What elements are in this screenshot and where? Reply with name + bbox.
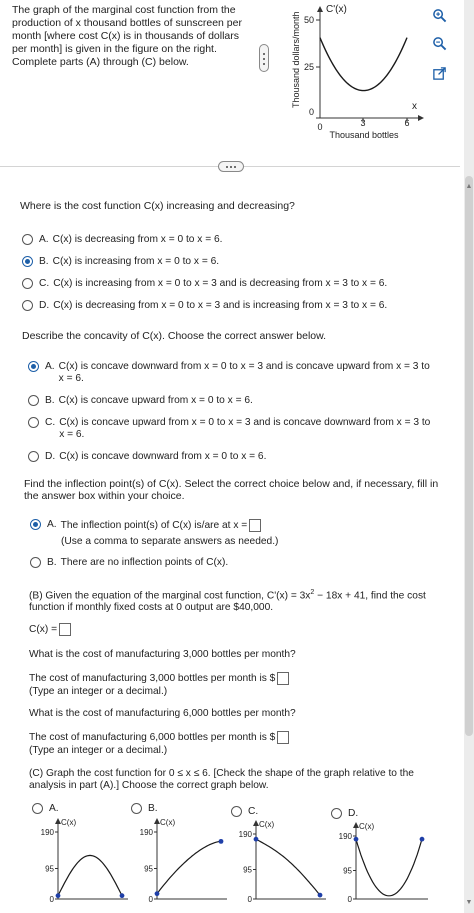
zoom-out-icon bbox=[432, 36, 447, 51]
given-suffix: − 18x + 41, find the cost function if monthly fixed costs at 0 output are $40,000. bbox=[29, 590, 426, 614]
mini-ytick-mid: 95 bbox=[144, 864, 153, 874]
q1-option-b[interactable] bbox=[22, 256, 442, 268]
inflection-answer-input[interactable] bbox=[249, 519, 261, 532]
mini-end-point bbox=[120, 893, 125, 898]
graph-d bbox=[334, 820, 434, 913]
option-text bbox=[61, 519, 262, 532]
graph-option-b[interactable] bbox=[131, 803, 162, 815]
mini-start-point bbox=[56, 893, 61, 898]
question-cost-6000: What is the cost of manufacturing 6,000 bottles per month? bbox=[29, 708, 296, 719]
problem-intro: The graph of the marginal cost function from the production of x thousand bottles of sunscreen per month [where cost C(x) is in thousands of dollars per month] is given in the figure on the right. Complete parts (A) through (C) below. bbox=[12, 4, 242, 68]
zoom-out-button[interactable] bbox=[428, 32, 450, 54]
given-prefix: (B) Given the equation of the marginal cost function, C'(x) = 3x bbox=[29, 590, 311, 602]
option-letter: D. bbox=[348, 808, 359, 819]
question-cost-3000: What is the cost of manufacturing 3,000 bottles per month? bbox=[29, 649, 296, 660]
mini-axis-title: C(x) bbox=[259, 820, 275, 829]
answer-cost-6000-note: (Type an integer or a decimal.) bbox=[29, 745, 168, 756]
cost-function-input[interactable] bbox=[59, 623, 71, 636]
q1-option-a[interactable] bbox=[22, 234, 442, 246]
q2-option-a[interactable] bbox=[28, 361, 442, 385]
mini-cost-curve bbox=[157, 841, 221, 893]
graph-c bbox=[234, 818, 332, 913]
mini-cost-curve bbox=[256, 839, 320, 895]
option-text: C(x) is increasing from x = 0 to x = 3 and is decreasing from x = 3 to x = 6. bbox=[53, 278, 388, 289]
option-letter: B. bbox=[39, 256, 49, 267]
mini-ytick-mid: 95 bbox=[45, 864, 54, 874]
q2-option-b[interactable] bbox=[28, 395, 442, 407]
graph-option-d[interactable] bbox=[331, 808, 362, 820]
zoom-in-button[interactable] bbox=[428, 4, 450, 26]
mini-ytick-top: 190 bbox=[238, 830, 252, 839]
answer-cost-3000-label: The cost of manufacturing 3,000 bottles per month is $ bbox=[29, 673, 276, 685]
mini-ytick-zero: 0 bbox=[347, 895, 352, 904]
q3-option-a[interactable] bbox=[30, 519, 430, 532]
option-letter: C. bbox=[39, 278, 50, 289]
part-b-given bbox=[29, 587, 441, 614]
graph-b bbox=[135, 816, 233, 913]
inflection-note: (Use a comma to separate answers as needed.) bbox=[61, 536, 279, 547]
given-exponent: 2 bbox=[310, 589, 315, 596]
q2-option-c[interactable] bbox=[28, 417, 442, 441]
main-graph-xtick-6: 6 bbox=[404, 118, 410, 128]
radio-button[interactable] bbox=[28, 417, 39, 428]
option-text: C(x) is increasing from x = 0 to x = 6. bbox=[52, 256, 220, 267]
expand-handle[interactable] bbox=[218, 161, 244, 172]
main-graph-xlabel: Thousand bottles bbox=[329, 130, 399, 140]
option-text: C(x) is decreasing from x = 0 to x = 3 and is increasing from x = 3 to x = 6. bbox=[53, 300, 388, 311]
option-letter: D. bbox=[45, 451, 56, 462]
main-graph-xvar: x bbox=[412, 101, 417, 112]
pane-resize-handle[interactable] bbox=[259, 44, 269, 72]
mini-ytick-zero: 0 bbox=[148, 895, 153, 904]
radio-button[interactable] bbox=[22, 300, 33, 311]
cost-3000-input[interactable] bbox=[277, 672, 289, 685]
option-text: C(x) is concave downward from x = 0 to x = 6. bbox=[59, 451, 267, 462]
graph-a bbox=[36, 816, 134, 913]
answer-cost-3000-row bbox=[29, 672, 289, 685]
option-letter: C. bbox=[45, 417, 56, 428]
graph-option-a[interactable] bbox=[32, 803, 63, 815]
radio-button[interactable] bbox=[331, 808, 342, 819]
mini-ytick-zero: 0 bbox=[247, 895, 252, 904]
mini-cost-curve bbox=[356, 839, 422, 896]
mini-axis-title: C(x) bbox=[61, 818, 77, 827]
radio-button-selected[interactable] bbox=[30, 519, 41, 530]
answer-cost-3000-note: (Type an integer or a decimal.) bbox=[29, 686, 168, 697]
mini-end-point bbox=[318, 893, 323, 898]
mini-ytick-top: 190 bbox=[40, 828, 54, 837]
cost-function-label: C(x) = bbox=[29, 624, 58, 636]
option-text: There are no inflection points of C(x). bbox=[60, 557, 229, 568]
main-graph-ytick-50: 50 bbox=[303, 15, 314, 25]
option-letter: B. bbox=[45, 395, 55, 406]
q1-option-d[interactable] bbox=[22, 300, 442, 312]
mini-ytick-mid: 95 bbox=[243, 865, 252, 875]
option-letter: B. bbox=[148, 803, 158, 814]
mini-ytick-top: 190 bbox=[139, 828, 153, 837]
radio-button[interactable] bbox=[32, 803, 43, 814]
option-text: C(x) is concave upward from x = 0 to x = 3 and is concave downward from x = 3 to x = 6. bbox=[59, 417, 431, 440]
option-letter: A. bbox=[47, 519, 57, 530]
radio-button[interactable] bbox=[22, 278, 33, 289]
question-concavity: Describe the concavity of C(x). Choose the correct answer below. bbox=[22, 330, 327, 342]
cost-6000-input[interactable] bbox=[277, 731, 289, 744]
option-letter: A. bbox=[45, 361, 55, 372]
part-c-instructions: (C) Graph the cost function for 0 ≤ x ≤ 6. [Check the shape of the graph relative to the analysis in part (A).] Choose the correct graph below. bbox=[29, 768, 414, 791]
graph-option-c[interactable] bbox=[231, 806, 262, 818]
option-text: C(x) is concave downward from x = 0 to x = 3 and is concave upward from x = 3 to x = 6. bbox=[58, 361, 430, 384]
marginal-cost-curve bbox=[320, 38, 407, 91]
radio-button[interactable] bbox=[30, 557, 41, 568]
mini-end-point bbox=[420, 837, 425, 842]
inflection-prompt: The inflection point(s) of C(x) is/are at x = bbox=[60, 520, 248, 532]
question-increasing: Where is the cost function C(x) increasing and decreasing? bbox=[20, 200, 295, 212]
q2-option-d[interactable] bbox=[28, 451, 442, 463]
option-letter: C. bbox=[248, 806, 259, 817]
answer-cost-6000-row bbox=[29, 731, 289, 744]
mini-start-point bbox=[254, 837, 259, 842]
radio-button-selected[interactable] bbox=[28, 361, 39, 372]
external-link-icon bbox=[432, 66, 447, 81]
option-text: C(x) is decreasing from x = 0 to x = 6. bbox=[52, 234, 223, 245]
radio-button[interactable] bbox=[28, 395, 39, 406]
radio-button[interactable] bbox=[131, 803, 142, 814]
radio-button[interactable] bbox=[28, 451, 39, 462]
popout-button[interactable] bbox=[428, 62, 450, 84]
mini-end-point bbox=[219, 839, 224, 844]
q1-option-c[interactable] bbox=[22, 278, 442, 290]
mini-cost-curve bbox=[58, 855, 122, 895]
main-graph-title: C'(x) bbox=[326, 4, 347, 15]
option-letter: B. bbox=[47, 557, 57, 568]
mini-start-point bbox=[354, 837, 359, 842]
main-graph-xtick-3: 3 bbox=[360, 118, 366, 128]
mini-start-point bbox=[155, 891, 160, 896]
option-text: C(x) is concave upward from x = 0 to x = 6. bbox=[58, 395, 253, 406]
main-graph-ylabel: Thousand dollars/month bbox=[291, 11, 301, 108]
main-graph-ytick-0: 0 bbox=[308, 107, 314, 117]
mini-ytick-zero: 0 bbox=[49, 895, 54, 904]
marginal-cost-graph bbox=[286, 0, 430, 145]
zoom-in-icon bbox=[432, 8, 447, 23]
option-letter: A. bbox=[49, 803, 59, 814]
scrollbar-thumb[interactable] bbox=[465, 176, 473, 736]
option-letter: D. bbox=[39, 300, 50, 311]
scroll-up-arrow-icon[interactable]: ▲ bbox=[465, 183, 473, 190]
main-graph-ytick-25: 25 bbox=[303, 62, 314, 72]
answer-cost-6000-label: The cost of manufacturing 6,000 bottles per month is $ bbox=[29, 732, 276, 744]
mini-ytick-top: 190 bbox=[338, 832, 352, 841]
radio-button[interactable] bbox=[22, 234, 33, 245]
option-letter: A. bbox=[39, 234, 49, 245]
question-inflection: Find the inflection point(s) of C(x). Select the correct choice below and, if necessary, fill in the answer box within your choice. bbox=[24, 478, 439, 502]
main-graph-xtick-0: 0 bbox=[317, 122, 323, 132]
mini-ytick-mid: 95 bbox=[343, 866, 352, 876]
q3-option-b[interactable] bbox=[30, 557, 430, 569]
mini-axis-title: C(x) bbox=[160, 818, 176, 827]
cost-function-row bbox=[29, 623, 71, 636]
radio-button-selected[interactable] bbox=[22, 256, 33, 267]
scroll-down-arrow-icon[interactable]: ▼ bbox=[465, 899, 473, 906]
mini-axis-title: C(x) bbox=[359, 822, 375, 831]
